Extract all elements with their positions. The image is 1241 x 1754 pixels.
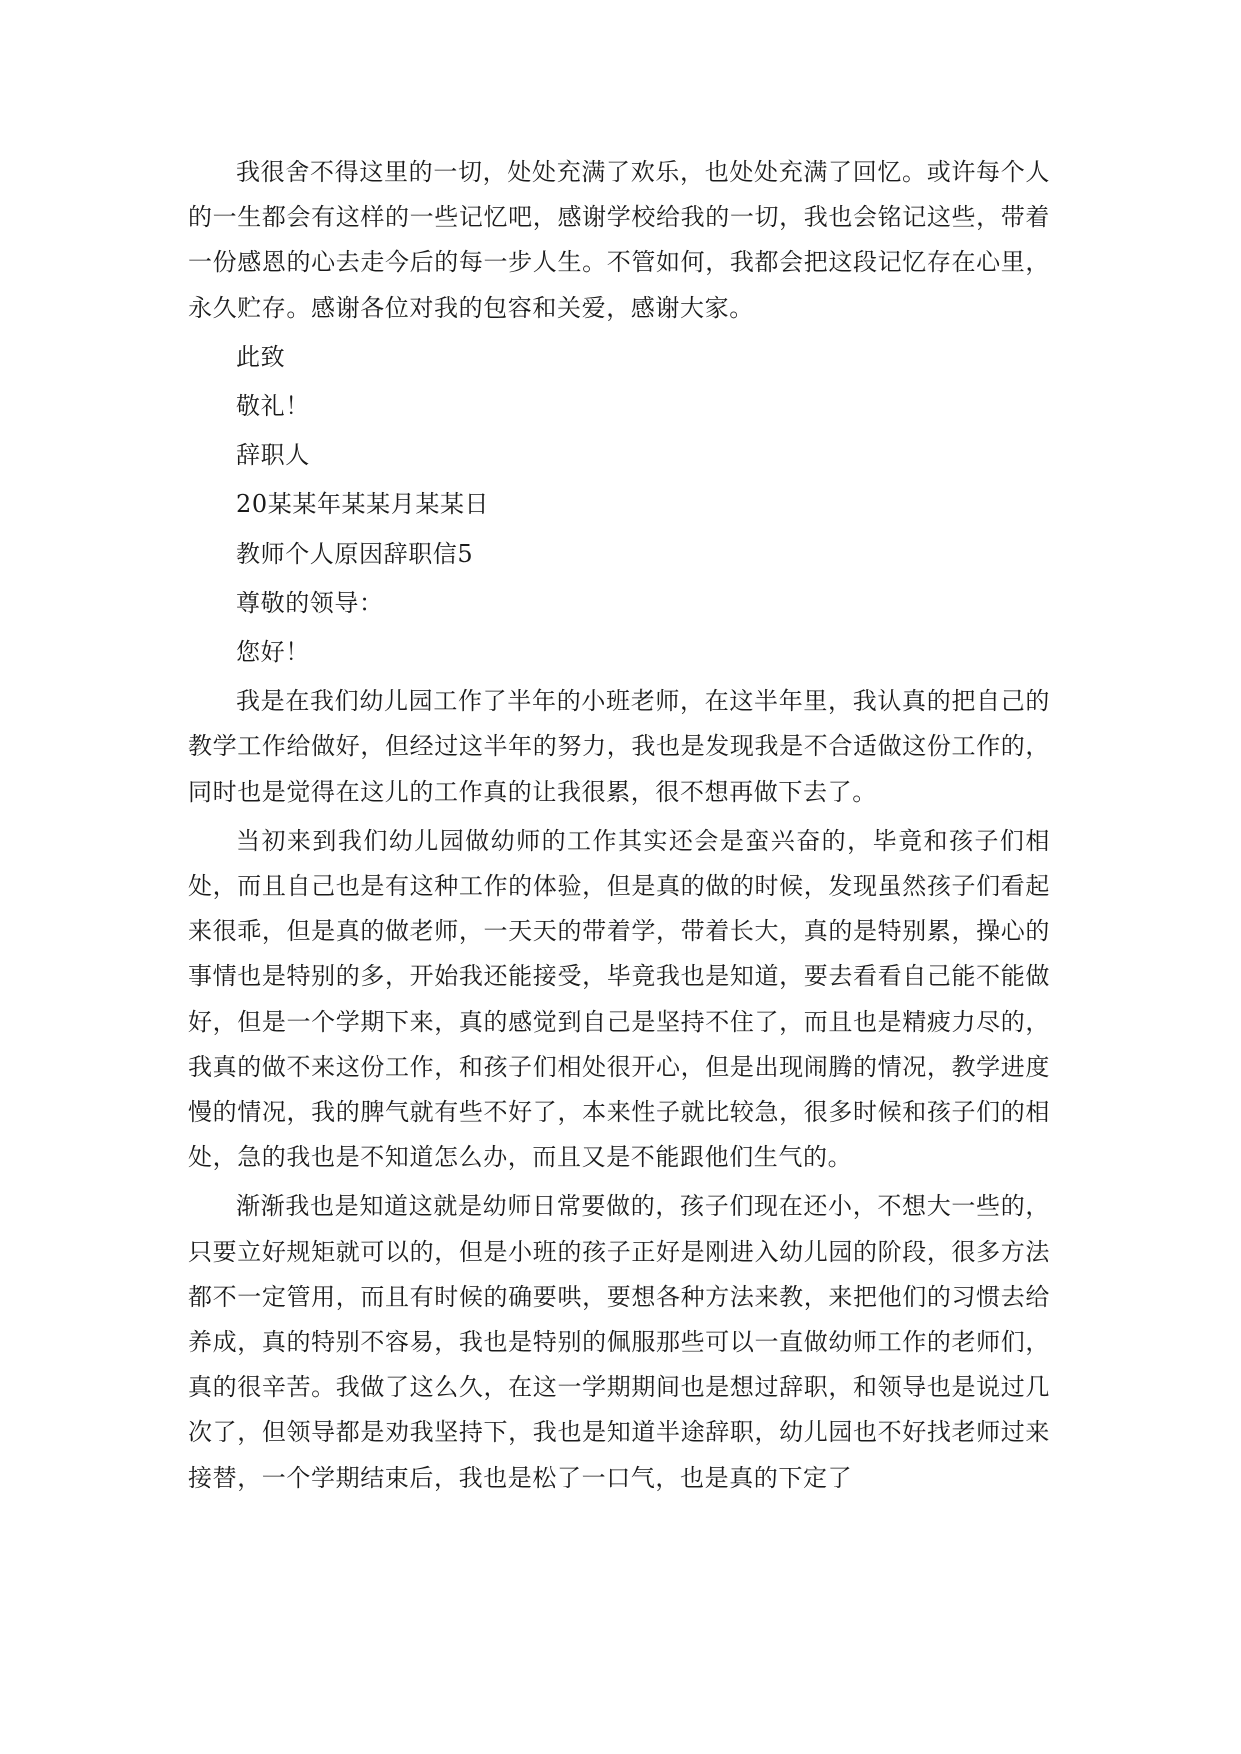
paragraph-intro: 我是在我们幼儿园工作了半年的小班老师，在这半年里，我认真的把自己的教学工作给做好，但经过这半年的努力，我也是发现我是不合适做这份工作的，同时也是觉得在这儿的工作真的让我很累，很不想再做下去了。 xyxy=(188,687,1050,806)
paragraph-experience: 当初来到我们幼儿园做幼师的工作其实还会是蛮兴奋的，毕竟和孩子们相处，而且自己也是有这种工作的体验，但是真的做的时候，发现虽然孩子们看起来很乖，但是真的做老师，一天天的带着学，带着长大，真的是特别累，操心的事情也是特别的多，开始我还能接受，毕竟我也是知道，要去看看自己能不能做好，但是一个学期下来，真的感觉到自己是坚持不住了，而且也是精疲力尽的，我真的做不来这份工作，和孩子们相处很开心，但是出现闹腾的情况，教学进度慢的情况，我的脾气就有些不好了，本来性子就比较急，很多时候和孩子们的相处，急的我也是不知道怎么办，而且又是不能跟他们生气的。 xyxy=(188,826,1050,1172)
document-body xyxy=(188,150,1050,1505)
signature-label: 辞职人 xyxy=(236,441,310,470)
greeting-hello: 您好！ xyxy=(236,638,310,667)
date-line: 20某某年某某月某某日 xyxy=(236,490,490,519)
paragraph-farewell: 我很舍不得这里的一切，处处充满了欢乐，也处处充满了回忆。或许每个人的一生都会有这样的一些记忆吧，感谢学校给我的一切，我也会铭记这些，带着一份感恩的心去走今后的每一步人生。不管如何，我都会把这段记忆存在心里，永久贮存。感谢各位对我的包容和关爱，感谢大家。 xyxy=(188,158,1050,322)
closing-salutation: 此致 xyxy=(236,342,286,371)
closing-regards: 敬礼！ xyxy=(236,392,310,421)
greeting-recipient: 尊敬的领导： xyxy=(236,588,384,617)
paragraph-reflection: 渐渐我也是知道这就是幼师日常要做的，孩子们现在还小，不想大一些的，只要立好规矩就可以的，但是小班的孩子正好是刚进入幼儿园的阶段，很多方法都不一定管用，而且有时候的确要哄，要想各种方法来教，来把他们的习惯去给养成，真的特别不容易，我也是特别的佩服那些可以一直做幼师工作的老师们，真的很辛苦。我做了这么久，在这一学期期间也是想过辞职，和领导也是说过几次了，但领导都是劝我坚持下，我也是知道半途辞职，幼儿园也不好找老师过来接替，一个学期结束后，我也是松了一口气，也是真的下定了 xyxy=(188,1192,1050,1492)
section-heading: 教师个人原因辞职信5 xyxy=(236,539,474,568)
